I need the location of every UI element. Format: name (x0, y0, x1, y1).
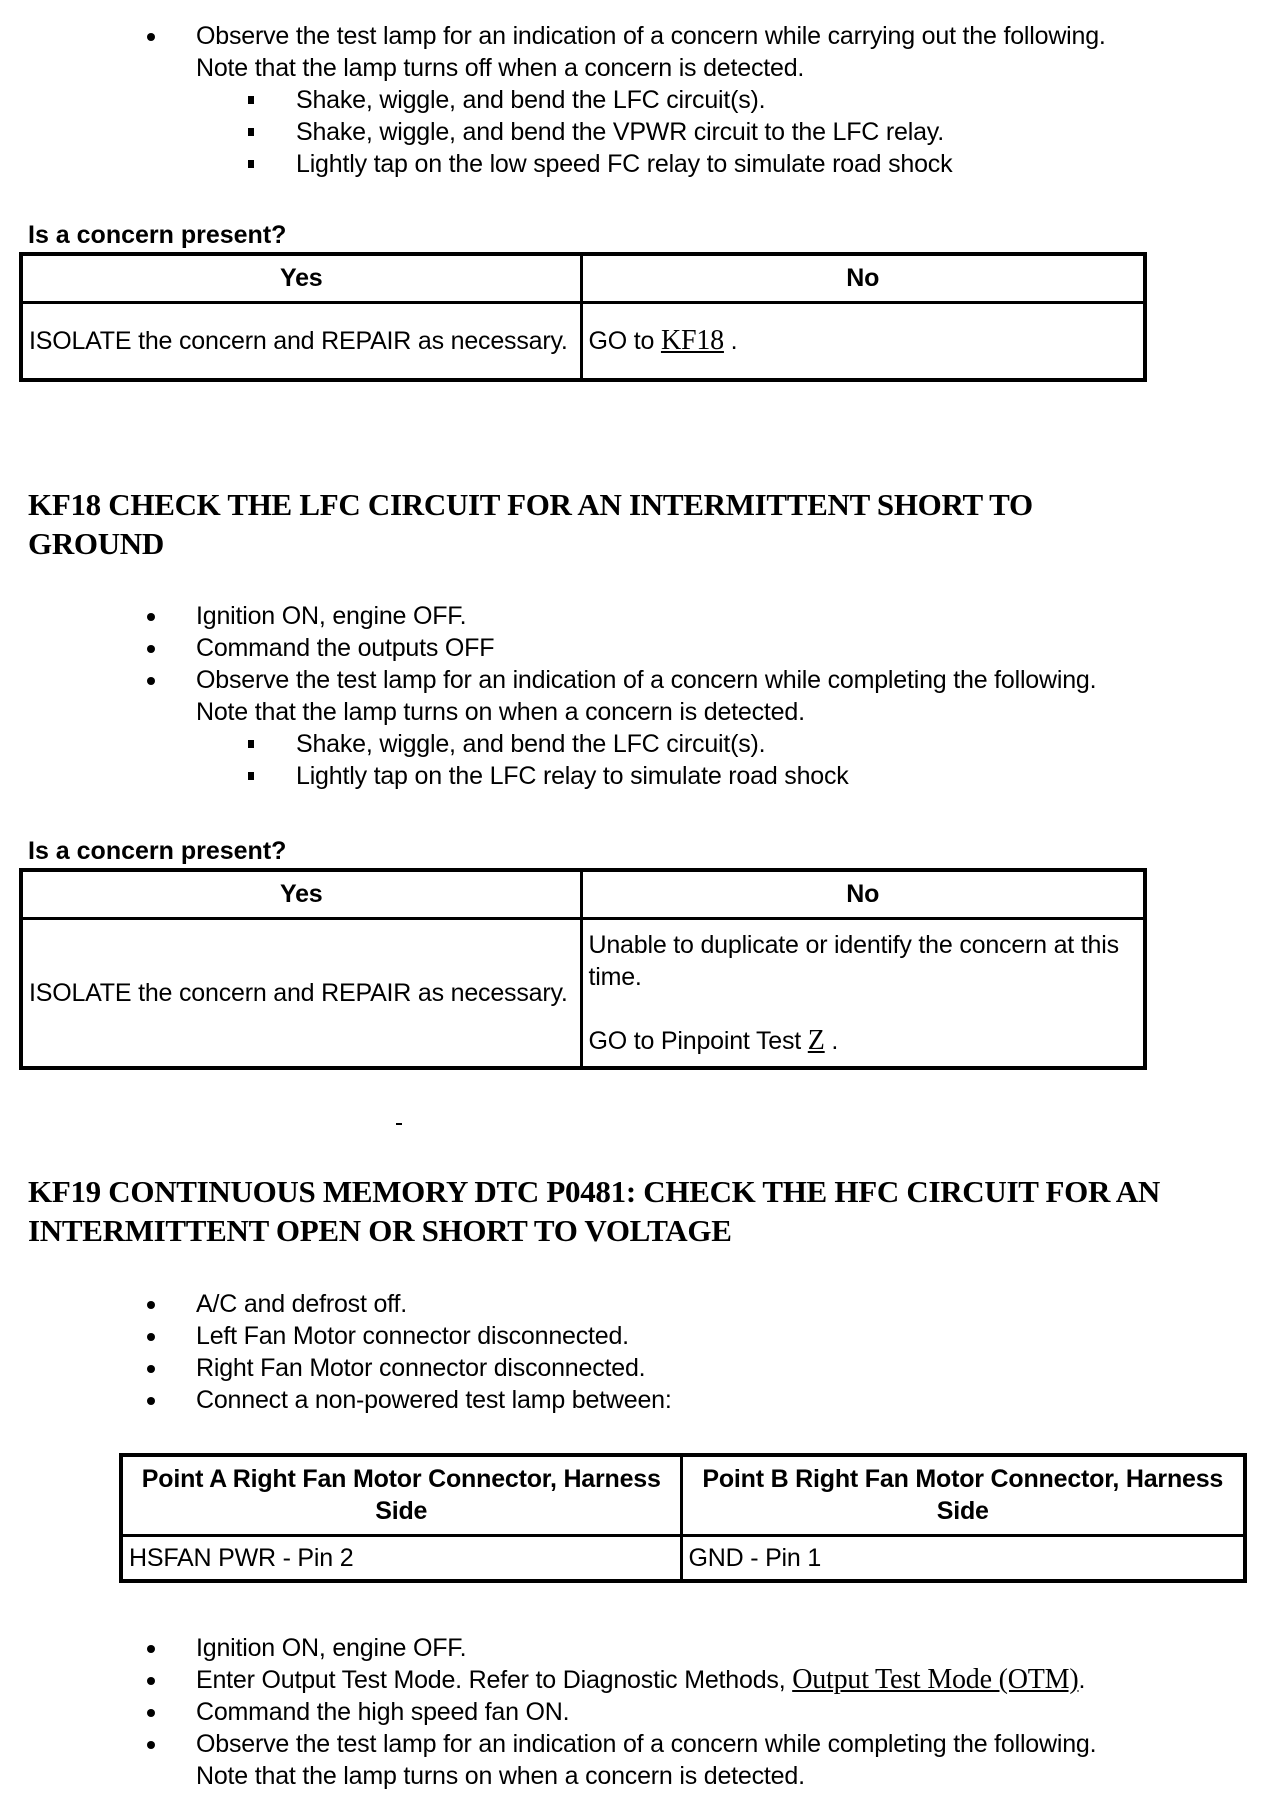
sub-bullet-text: Lightly tap on the LFC relay to simulate road shock (296, 762, 849, 790)
kf19-bullet-list-2 (0, 1632, 1096, 1792)
kf19-bullet-list (0, 1288, 672, 1416)
question-label: Is a concern present? (28, 221, 287, 249)
bullet-item (0, 600, 1096, 632)
no-cell-goto (589, 1025, 1138, 1057)
bullet-text-continued: Note that the lamp turns on when a concern is detected. (196, 1762, 805, 1790)
kf18-link[interactable]: KF18 (660, 324, 724, 356)
kf18-heading: KF18 CHECK THE LFC CIRCUIT FOR AN INTERMITTENT SHORT TO GROUND (28, 487, 1033, 561)
bullet-item (0, 1320, 672, 1352)
bullet-item (0, 1632, 1096, 1664)
bullet-text: Ignition ON, engine OFF. (196, 602, 467, 630)
decision-table (19, 252, 1147, 382)
bullet-item (0, 1728, 1096, 1792)
table-header-row (121, 1455, 1245, 1535)
bullet-item (0, 20, 1106, 84)
bullet-text: Command the high speed fan ON. (196, 1698, 570, 1726)
no-cell-suffix: . (824, 1026, 839, 1055)
no-cell-goto-text: GO to Pinpoint Test (588, 1026, 808, 1055)
point-b-cell: GND - Pin 1 (681, 1535, 1245, 1581)
connection-points-table (119, 1453, 1247, 1583)
no-cell (581, 918, 1145, 1068)
bullet-item (0, 1384, 672, 1416)
yes-cell: ISOLATE the concern and REPAIR as necessary. (21, 918, 581, 1068)
bullet-text: A/C and defrost off. (196, 1290, 407, 1318)
bullet-text: Left Fan Motor connector disconnected. (196, 1322, 629, 1350)
no-header: No (581, 254, 1145, 302)
bullet-text: Right Fan Motor connector disconnected. (196, 1354, 646, 1382)
bullet-text: Observe the test lamp for an indication of a concern while carrying out the following. (196, 22, 1106, 50)
sub-bullet-text: Lightly tap on the low speed FC relay to simulate road shock (296, 150, 953, 178)
no-cell-suffix: . (723, 326, 738, 355)
bullet-suffix: . (1078, 1666, 1086, 1694)
sub-bullet-item (0, 728, 1096, 760)
decision-table (19, 868, 1147, 1070)
sub-bullet-item (0, 148, 1106, 180)
point-a-cell: HSFAN PWR - Pin 2 (121, 1535, 681, 1581)
top-bullet-list (0, 20, 1106, 180)
table-row (21, 302, 1145, 380)
table-row (21, 918, 1145, 1068)
sub-bullet-text: Shake, wiggle, and bend the VPWR circuit to the LFC relay. (296, 118, 944, 146)
bullet-item (0, 664, 1096, 728)
point-a-header: Point A Right Fan Motor Connector, Harness Side (121, 1455, 681, 1535)
bullet-text: Enter Output Test Mode. Refer to Diagnostic Methods, (196, 1666, 793, 1694)
sub-bullet-text: Shake, wiggle, and bend the LFC circuit(s). (296, 86, 766, 114)
yes-cell: ISOLATE the concern and REPAIR as necessary. (21, 302, 581, 380)
bullet-text-continued: Note that the lamp turns off when a concern is detected. (196, 54, 805, 82)
table-header-row (21, 254, 1145, 302)
bullet-item (0, 632, 1096, 664)
table-row (121, 1535, 1245, 1581)
bullet-text: Observe the test lamp for an indication of a concern while completing the following. (196, 666, 1097, 694)
bullet-text: Command the outputs OFF (196, 634, 495, 662)
sub-bullet-item (0, 760, 1096, 792)
point-b-header: Point B Right Fan Motor Connector, Harness Side (681, 1455, 1245, 1535)
bullet-text: Ignition ON, engine OFF. (196, 1634, 467, 1662)
no-cell (581, 302, 1145, 380)
bullet-item (0, 1352, 672, 1384)
no-cell-text: Unable to duplicate or identify the concern at this time. (588, 930, 1119, 991)
sub-bullet-item (0, 84, 1106, 116)
kf18-bullet-list (0, 600, 1096, 792)
sub-bullet-text: Shake, wiggle, and bend the LFC circuit(s). (296, 730, 766, 758)
kf19-heading: KF19 CONTINUOUS MEMORY DTC P0481: CHECK THE HFC CIRCUIT FOR AN INTERMITTENT OPEN OR SHORT TO VOLTAGE (28, 1174, 1160, 1248)
bullet-item (0, 1288, 672, 1320)
no-cell-text: GO to (588, 326, 661, 355)
table-header-row (21, 870, 1145, 918)
sub-bullet-item (0, 116, 1106, 148)
yes-header: Yes (21, 254, 581, 302)
bullet-item (0, 1696, 1096, 1728)
stray-dash-mark (396, 1123, 402, 1125)
otm-link[interactable]: Output Test Mode (OTM) (792, 1664, 1079, 1695)
bullet-text-continued: Note that the lamp turns on when a concern is detected. (196, 698, 805, 726)
no-header: No (581, 870, 1145, 918)
bullet-text: Connect a non-powered test lamp between: (196, 1386, 672, 1414)
bullet-item (0, 1664, 1096, 1696)
question-label: Is a concern present? (28, 837, 287, 865)
yes-header: Yes (21, 870, 581, 918)
bullet-text: Observe the test lamp for an indication of a concern while completing the following. (196, 1730, 1097, 1758)
pinpoint-test-z-link[interactable]: Z (807, 1024, 825, 1056)
